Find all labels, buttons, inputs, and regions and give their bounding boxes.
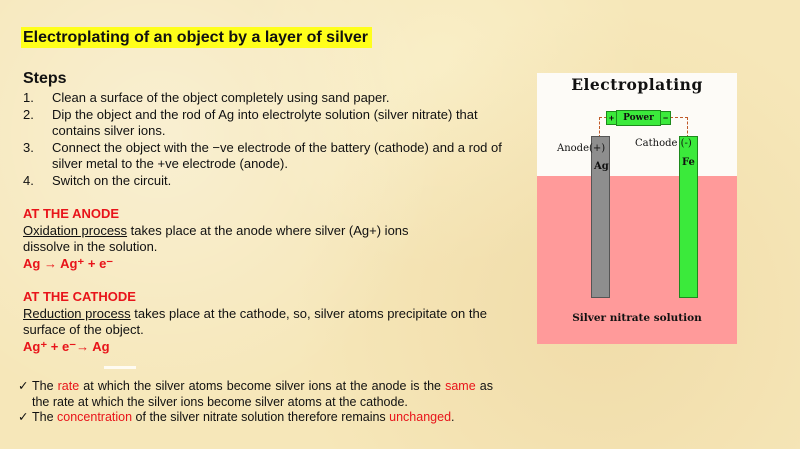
cathode-text: takes place at the cathode, so, silver atoms precipitate on the surface of the object. xyxy=(23,305,487,337)
reduction-process-label: Reduction process xyxy=(23,305,131,321)
anode-equation: Ag → Ag⁺ + e⁻ xyxy=(23,255,114,271)
bullet-text: The xyxy=(32,410,58,424)
bullet-text: . xyxy=(451,410,455,424)
step-number: 2. xyxy=(23,106,34,122)
cathode-label: Cathode (-) xyxy=(635,138,692,149)
positive-terminal: + xyxy=(606,111,617,125)
steps-heading: Steps xyxy=(23,70,67,87)
steps-section xyxy=(23,90,513,355)
check-icon: ✓ xyxy=(18,410,29,424)
diagram-title: Electroplating xyxy=(571,75,703,94)
anode-description xyxy=(23,223,418,256)
cathode-heading: AT THE CATHODE xyxy=(23,289,136,304)
highlight-concentration: concentration xyxy=(57,410,133,424)
power-supply: Power xyxy=(616,110,661,126)
bullet-text: of the silver nitrate solution therefore remains xyxy=(132,410,390,424)
cathode-wire xyxy=(670,117,688,138)
step-number: 4. xyxy=(23,172,34,188)
negative-terminal: − xyxy=(660,111,671,125)
check-icon: ✓ xyxy=(18,379,29,393)
divider xyxy=(104,366,136,369)
ag-label: Ag xyxy=(594,161,609,172)
anode-heading: AT THE ANODE xyxy=(23,206,120,221)
step-text: Connect the object with the −ve electrode of the battery (cathode) and a rod of silver metal to the +ve electrode (anode). xyxy=(52,139,502,171)
highlight-rate: rate xyxy=(57,379,80,393)
conclusion-bullets xyxy=(18,379,493,426)
step-text: Dip the object and the rod of Ag into electrolyte solution (silver nitrate) that contains silver ions. xyxy=(52,106,478,138)
step-3 xyxy=(23,140,513,173)
anode-label: Anode(+) xyxy=(557,143,606,154)
bullet-text: as the rate at which the silver ions become silver atoms at the cathode. xyxy=(32,379,493,409)
cathode-description xyxy=(23,306,508,339)
step-1 xyxy=(23,90,513,107)
bullet-concentration xyxy=(18,410,493,426)
step-text: Switch on the circuit. xyxy=(52,172,172,188)
highlight-same: same xyxy=(445,379,476,393)
cathode-equation: Ag⁺ + e⁻→ Ag xyxy=(23,338,110,354)
electroplating-diagram xyxy=(537,73,737,344)
solution-label: Silver nitrate solution xyxy=(572,312,702,324)
highlight-unchanged: unchanged xyxy=(389,410,452,424)
anode-text: takes place at the anode where silver (Ag+) ions dissolve in the solution. xyxy=(23,222,409,254)
oxidation-process-label: Oxidation process xyxy=(23,222,128,238)
step-number: 1. xyxy=(23,90,34,105)
bullet-text: at which the silver atoms become silver ions at the anode is the xyxy=(79,379,446,393)
slide-title: Electroplating of an object by a layer of silver xyxy=(21,27,372,48)
fe-label: Fe xyxy=(682,157,695,168)
bullet-rate xyxy=(18,379,493,410)
step-2 xyxy=(23,107,513,140)
step-4 xyxy=(23,173,513,190)
step-text: Clean a surface of the object completely using sand paper. xyxy=(52,90,390,105)
step-number: 3. xyxy=(23,139,34,155)
bullet-text: The xyxy=(32,379,58,393)
